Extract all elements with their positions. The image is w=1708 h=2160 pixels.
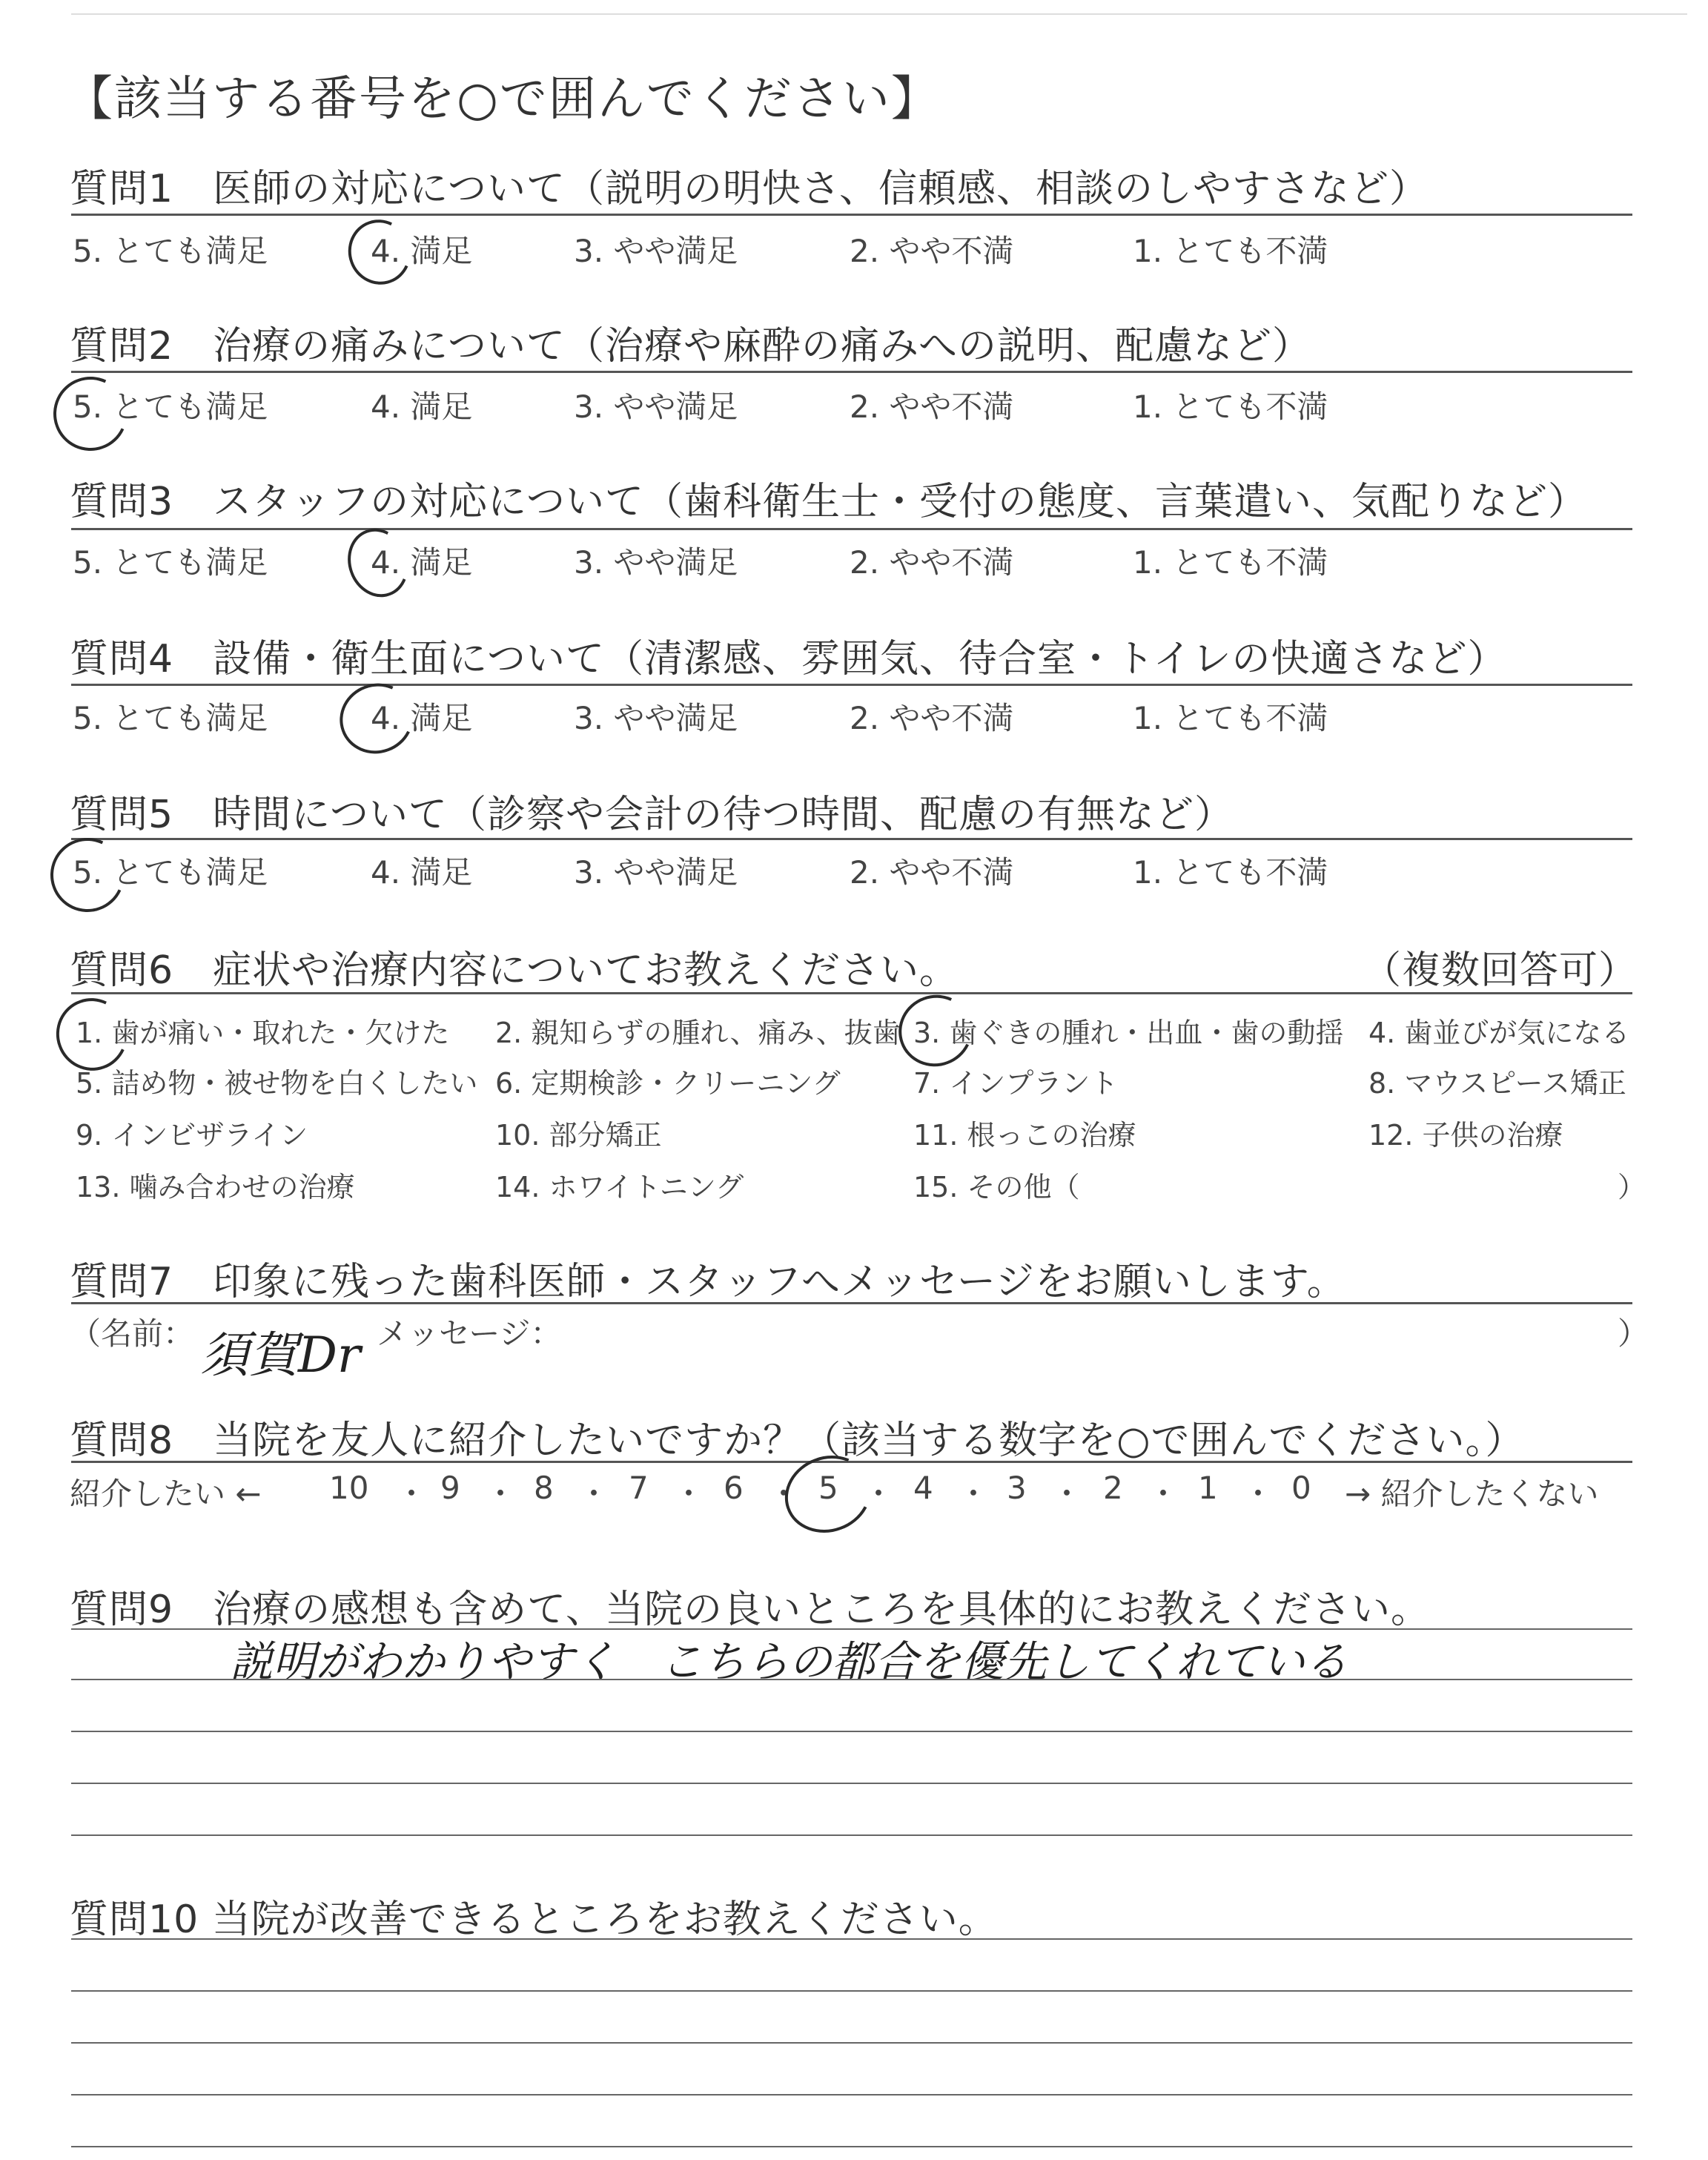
q10-line-1: [71, 1938, 1632, 1940]
q7-rule: [71, 1302, 1632, 1304]
q4-option-1[interactable]: 1. とても不満: [1133, 700, 1328, 736]
q8-left-label: 紹介したい ←: [70, 1476, 262, 1512]
q8-title: 質問8 当院を友人に紹介したいですか？（該当する数字を○で囲んでください。）: [70, 1418, 1525, 1463]
q6-option-5[interactable]: 5. 詰め物・被せ物を白くしたい: [76, 1067, 478, 1100]
q3-option-2[interactable]: 2. やや不満: [850, 544, 1014, 581]
q8-dot: ・: [1148, 1476, 1179, 1512]
q8-dot: ・: [1051, 1476, 1083, 1512]
q2-option-1[interactable]: 1. とても不満: [1133, 389, 1328, 425]
q10-line-3: [71, 2042, 1632, 2044]
q8-scale-7[interactable]: 7: [629, 1470, 649, 1506]
q10-title: 質問10 当院が改善できるところをお教えください。: [70, 1898, 998, 1942]
q3-option-4[interactable]: 4. 満足: [371, 544, 473, 581]
q8-right-label: → 紹介したくない: [1345, 1476, 1599, 1512]
q2-title: 質問2 治療の痛みについて（治療や麻酔の痛みへの説明、配慮など）: [70, 324, 1312, 369]
page-top-border: [71, 13, 1687, 15]
q5-option-3[interactable]: 3. やや満足: [574, 854, 738, 891]
page-header: 【該当する番号を○で囲んでください】: [65, 72, 940, 127]
q8-scale-2[interactable]: 2: [1103, 1470, 1123, 1506]
q10-line-2: [71, 1990, 1632, 1992]
q9-line-3: [71, 1731, 1632, 1732]
q3-option-1[interactable]: 1. とても不満: [1133, 544, 1328, 581]
q3-title: 質問3 スタッフの対応について（歯科衛生士・受付の態度、言葉遣い、気配りなど）: [70, 480, 1588, 524]
q8-scale-1[interactable]: 1: [1198, 1470, 1218, 1506]
q7-title: 質問7 印象に残った歯科医師・スタッフへメッセージをお願いします。: [70, 1260, 1346, 1304]
q9-answer[interactable]: 説明がわかりやすく こちらの都合を優先してくれている: [230, 1636, 1348, 1687]
q6-title: 質問6 症状や治療内容についてお教えください。: [70, 948, 959, 993]
q4-title: 質問4 設備・衛生面について（清潔感、雰囲気、待合室・トイレの快適さなど）: [70, 637, 1507, 681]
q5-rule: [71, 838, 1632, 840]
q6-option-8[interactable]: 8. マウスピース矯正: [1368, 1067, 1626, 1100]
q1-option-1[interactable]: 1. とても不満: [1133, 233, 1328, 269]
q6-option-2[interactable]: 2. 親知らずの腫れ、痛み、抜歯: [495, 1017, 901, 1049]
q8-dot: ・: [673, 1476, 705, 1512]
q4-option-2[interactable]: 2. やや不満: [850, 700, 1014, 736]
q8-dot: ・: [863, 1476, 895, 1512]
q5-option-1[interactable]: 1. とても不満: [1133, 854, 1328, 891]
q6-option-14[interactable]: 14. ホワイトニング: [495, 1171, 744, 1203]
q7-message-label: メッセージ：: [377, 1315, 562, 1352]
q7-close-paren: ）: [1618, 1315, 1649, 1352]
q9-line-4: [71, 1783, 1632, 1784]
q1-rule: [71, 214, 1632, 216]
q8-dot: ・: [768, 1476, 800, 1512]
q8-dot: ・: [1242, 1476, 1274, 1512]
q4-rule: [71, 684, 1632, 686]
q4-selection-circle: [330, 673, 423, 764]
q9-line-5: [71, 1834, 1632, 1836]
q3-option-5[interactable]: 5. とても満足: [73, 544, 268, 581]
q6-option-7[interactable]: 7. インプラント: [913, 1067, 1119, 1100]
q3-selection-circle: [338, 520, 417, 606]
q7-name-label: （名前：: [70, 1315, 195, 1352]
q2-option-3[interactable]: 3. やや満足: [574, 389, 738, 425]
q5-selection-circle: [40, 828, 135, 922]
q6-option-3[interactable]: 3. 歯ぐきの腫れ・出血・歯の動揺: [913, 1017, 1344, 1049]
q7-name-value[interactable]: 須賀Dr: [200, 1327, 361, 1384]
q6-option-4[interactable]: 4. 歯並びが気になる: [1368, 1017, 1630, 1049]
q1-option-4[interactable]: 4. 満足: [371, 233, 473, 269]
q10-line-4: [71, 2094, 1632, 2095]
q1-selection-circle: [339, 211, 420, 293]
q6-option-9[interactable]: 9. インビザライン: [76, 1119, 308, 1152]
q8-dot: ・: [396, 1476, 428, 1512]
q6-option-13[interactable]: 13. 噛み合わせの治療: [76, 1171, 355, 1203]
q6-option-15-close: ）: [1618, 1171, 1646, 1203]
q8-scale-0[interactable]: 0: [1291, 1470, 1311, 1506]
q6-rule: [71, 992, 1632, 994]
q1-option-2[interactable]: 2. やや不満: [850, 233, 1014, 269]
q2-rule: [71, 371, 1632, 373]
q2-option-5[interactable]: 5. とても満足: [73, 389, 268, 425]
q8-dot: ・: [578, 1476, 610, 1512]
q8-scale-8[interactable]: 8: [534, 1470, 554, 1506]
q4-option-3[interactable]: 3. やや満足: [574, 700, 738, 736]
q8-dot: ・: [958, 1476, 990, 1512]
q6-option-12[interactable]: 12. 子供の治療: [1368, 1119, 1563, 1152]
q5-option-2[interactable]: 2. やや不満: [850, 854, 1014, 891]
q9-title: 質問9 治療の感想も含めて、当院の良いところを具体的にお教えください。: [70, 1588, 1431, 1632]
q6-note: （複数回答可）: [1363, 948, 1638, 993]
q2-selection-circle: [43, 366, 138, 461]
q3-rule: [71, 528, 1632, 530]
q10-line-5: [71, 2146, 1632, 2147]
q5-title: 質問5 時間について（診察や会計の待つ時間、配慮の有無など）: [70, 793, 1234, 837]
q6-option-1[interactable]: 1. 歯が痛い・取れた・欠けた: [76, 1017, 450, 1049]
q9-line-2: [71, 1679, 1632, 1680]
q8-scale-5[interactable]: 5: [818, 1470, 838, 1506]
q6-option-10[interactable]: 10. 部分矯正: [495, 1119, 662, 1152]
q6-option-15[interactable]: 15. その他（: [913, 1171, 1080, 1203]
q4-option-4[interactable]: 4. 満足: [371, 700, 473, 736]
q8-scale-10[interactable]: 10: [329, 1470, 369, 1506]
q6-option-6[interactable]: 6. 定期検診・クリーニング: [495, 1067, 841, 1100]
q5-option-4[interactable]: 4. 満足: [371, 854, 473, 891]
q8-scale-9[interactable]: 9: [440, 1470, 460, 1506]
q2-option-4[interactable]: 4. 満足: [371, 389, 473, 425]
q1-option-5[interactable]: 5. とても満足: [73, 233, 268, 269]
q8-dot: ・: [485, 1476, 517, 1512]
q1-option-3[interactable]: 3. やや満足: [574, 233, 738, 269]
q2-option-2[interactable]: 2. やや不満: [850, 389, 1014, 425]
q3-option-3[interactable]: 3. やや満足: [574, 544, 738, 581]
q1-title: 質問1 医師の対応について（説明の明快さ、信頼感、相談のしやすさなど）: [70, 167, 1429, 211]
q5-option-5[interactable]: 5. とても満足: [73, 854, 268, 891]
q4-option-5[interactable]: 5. とても満足: [73, 700, 268, 736]
q6-option-11[interactable]: 11. 根っこの治療: [913, 1119, 1136, 1152]
q8-scale-4[interactable]: 4: [913, 1470, 933, 1506]
q8-scale-3[interactable]: 3: [1007, 1470, 1027, 1506]
q8-scale-6[interactable]: 6: [724, 1470, 744, 1506]
